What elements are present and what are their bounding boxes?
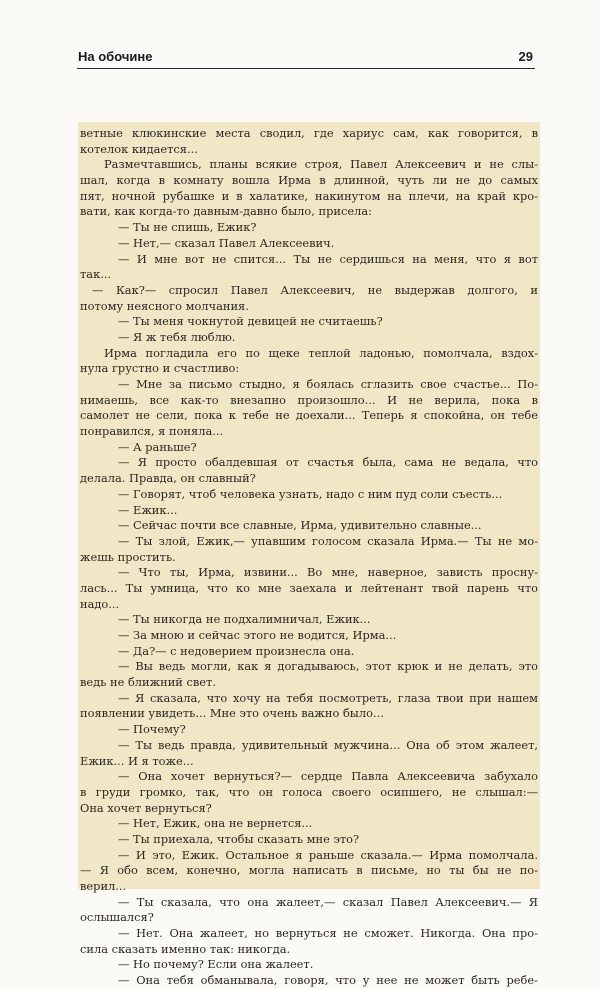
text-line: верил...: [80, 879, 127, 893]
text-line: появлении увидеть... Мне это очень важно было...: [80, 706, 384, 721]
text-line: — Да?— с недоверием произнесла она.: [118, 643, 355, 658]
text-line: — Я ж тебя люблю.: [118, 329, 236, 344]
text-line: вати, как когда-то давным-давно было, присела:: [80, 204, 372, 219]
text-line: — Я обо всем, конечно, могла написать в письме, но ты бы не по-: [80, 863, 538, 878]
text-line: — Я сказала, что хочу на тебя посмотреть, глаза твои при нашем: [118, 690, 538, 705]
text-line: — И это, Ежик. Остальное я раньше сказала.— Ирма помолчала.: [118, 847, 538, 862]
text-line: понравился, я поняла...: [80, 424, 224, 439]
text-line: — Ты не спишь, Ежик?: [118, 220, 257, 235]
page-number: 29: [518, 49, 533, 64]
text-line: — Я просто обалдевшая от счастья была, сама не ведала, что: [118, 455, 538, 470]
text-line: Размечтавшись, планы всякие строя, Павел Алексеевич и не слы-: [104, 157, 538, 172]
text-line: так...: [80, 267, 112, 282]
text-line: шал, когда в комнату вошла Ирма в длинной, чуть ли не до самых: [80, 173, 538, 188]
text-line: — За мною и сейчас этого не водится, Ирма...: [118, 628, 397, 642]
text-line: надо...: [80, 596, 120, 611]
text-line: — Что ты, Ирма, извини... Во мне, наверное, зависть просну-: [118, 565, 538, 580]
body-text: [80, 126, 538, 989]
text-line: — Она хочет вернуться?— сердце Павла Алексеевича забухало: [118, 769, 538, 784]
text-line: — Почему?: [118, 722, 186, 737]
text-line: — Ты меня чокнутой девицей не считаешь?: [118, 314, 383, 329]
text-line: ослышался?: [80, 910, 154, 925]
text-line: — Нет, Ежик, она не вернется...: [118, 816, 313, 831]
text-line: — Как?— спросил Павел Алексеевич, не выдержав долгого, и: [92, 282, 538, 297]
text-line: пят, ночной рубашке и в халатике, накинутом на плечи, на край кро-: [80, 188, 538, 203]
text-line: — Ты злой, Ежик,— упавшим голосом сказала Ирма.— Ты не мо-: [118, 533, 538, 548]
text-line: потому неясного молчания.: [80, 298, 249, 313]
text-line: Ирма погладила его по щеке теплой ладонью, помолчала, вздох-: [104, 345, 538, 360]
text-line: — Нет,— сказал Павел Алексеевич.: [118, 235, 335, 250]
text-line: ветные клюкинские места сводил, где хариус сам, как говорится, в: [80, 126, 538, 140]
text-line: — Но почему? Если она жалеет.: [118, 957, 314, 972]
text-line: — Ты приехала, чтобы сказать мне это?: [118, 831, 360, 846]
text-line: — А раньше?: [118, 439, 197, 454]
text-line: нимаешь, все как-то внезапно произошло... И не верила, пока в: [80, 392, 538, 407]
chapter-title: На обочине: [78, 49, 153, 64]
text-line: Ежик... И я тоже...: [80, 753, 194, 768]
text-line: — Говорят, чтоб человека узнать, надо с ним пуд соли съесть...: [118, 486, 503, 501]
text-line: жешь простить.: [80, 549, 176, 564]
running-header: [77, 48, 535, 69]
text-line: — Ты никогда не подхалимничал, Ежик...: [118, 612, 371, 627]
text-line: сила сказать именно так: никогда.: [80, 941, 291, 956]
text-line: в груди громко, так, что он голоса своего осипшего, не слышал:—: [80, 784, 538, 799]
text-line: — Сейчас почти все славные, Ирма, удивительно славные...: [118, 518, 482, 533]
text-line: — Ты ведь правда, удивительный мужчина... Она об этом жалеет,: [118, 737, 538, 752]
text-line: — И мне вот не спится... Ты не сердишься на меня, что я вот: [118, 251, 538, 266]
text-line: лась... Ты умница, что ко мне заехала и лейтенант твой парень что: [80, 580, 538, 595]
text-line: Она хочет вернуться?: [80, 800, 212, 815]
text-line: нула грустно и счастливо:: [80, 361, 240, 376]
text-line: — Ты сказала, что она жалеет,— сказал Павел Алексеевич.— Я: [118, 894, 538, 909]
text-line: — Ежик...: [118, 502, 178, 517]
text-line: ведь не ближний свет.: [80, 675, 216, 690]
text-line: самолет не сели, пока к тебе не доехали... Теперь я спокойна, он тебе: [80, 408, 538, 423]
text-line: — Вы ведь могли, как я догадываюсь, этот крюк и не делать, это: [118, 659, 538, 674]
text-line: — Мне за письмо стыдно, я боялась сглазить свое счастье... По-: [118, 377, 538, 391]
text-line: — Нет. Она жалеет, но вернуться не сможет. Никогда. Она про-: [118, 926, 538, 941]
text-line: делала. Правда, он славный?: [80, 471, 256, 486]
text-line: котелок кидается...: [80, 141, 198, 156]
text-line: — Она тебя обманывала, говоря, что у нее не может быть ребе-: [118, 973, 538, 988]
